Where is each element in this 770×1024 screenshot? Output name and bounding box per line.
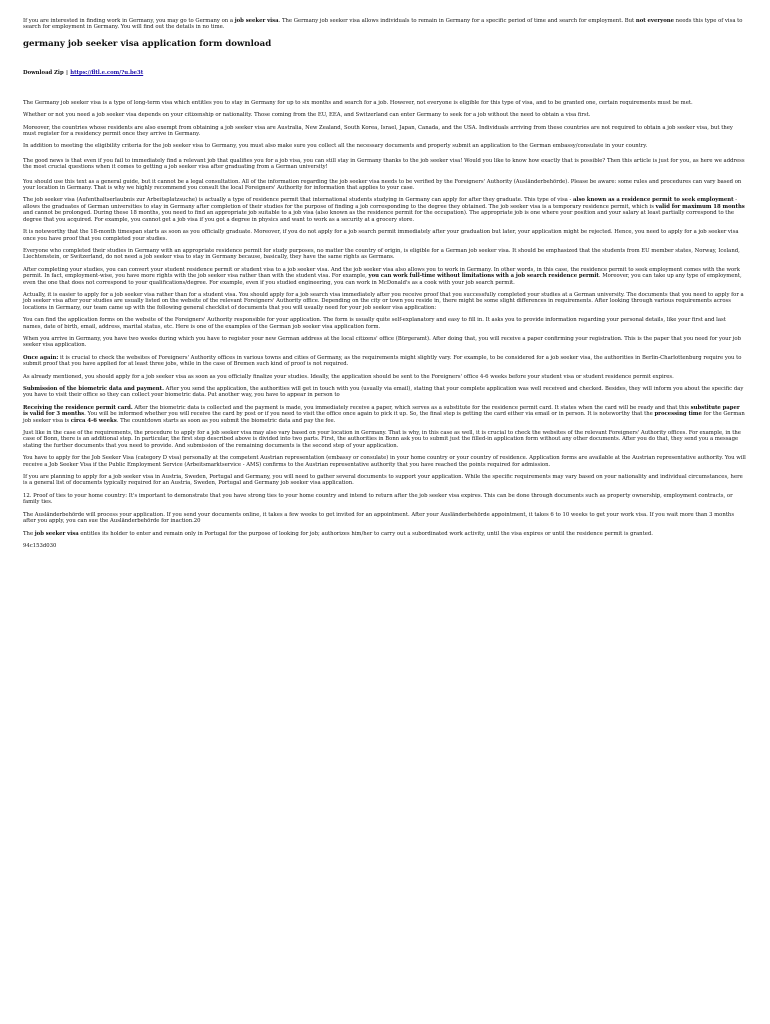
text: After completing your studies, you can convert your student residence permit or student visa to a job seeker visa. And the job seeker visa also allows you to work in Germany. In other words, in this case, the residence permit to seek employment comes with the work permit. In fact, employment-wise, you have more rights with the job seeker visa rather than with the student visa. For example, xyxy=(23,266,740,280)
paragraph: Actually, it is easier to apply for a job seeker visa rather than for a student visa. You should apply for a job search visa immediately after you receive proof that you successfully completed your studies at a German university. The documents that you need to apply for a job seeker visa after your studies are usually listed on the website of the relevant Foreigners' Authority office. Depending on the city or town you reside in, there might be some slight differences in requirements. After looking through various requirements across locations in Germany, our team came up with the following general checklist of documents that you will usually need for your job seeker visa application: xyxy=(23,291,744,311)
text: If you are interested in finding work in Germany, you may go to Germany on a xyxy=(23,18,235,24)
bold-text: Submission of the biometric data and payment. xyxy=(23,386,164,392)
bold-text: job seeker visa xyxy=(234,18,279,24)
paragraph: The good news is that even if you fail to immediately find a relevant job that qualifies you for a job visa, you can still stay in Germany thanks to the job seeker visa! Would you like to know how exactly that is possible? Then this article is just for you, as here we address the most crucial questions when it comes to getting a job seeker visa after graduating from a German university! xyxy=(23,157,745,171)
paragraph: 12. Proof of ties to your home country: It's important to demonstrate that you have strong ties to your home country and intend to return after the job seeker visa expires. This can be done through documents such as property ownership, employment contracts, or family ties. xyxy=(23,492,733,506)
bold-text: also known as a residence permit to seek employment xyxy=(573,197,734,204)
paragraph: Just like in the case of the requirements, the procedure to apply for a job seeker visa may also vary based on your location in Germany. That is why, in this case as well, it is crucial to check the websites of the relevant Foreigners' Authority offices. For example, in the case of Bonn, there is an additional step. In particular, the first step described above is divided into two parts. First, the authorities in Bonn ask you to submit just the filled-in application form without any other documents. After you do that, they send you a message stating the further documents that you need to provide. And submission of the remaining documents is the second step of your application. xyxy=(23,430,741,449)
paragraph: You should use this text as a general guide, but it cannot be a legal consultation. All of the information regarding the job seeker visa needs to be verified by the Foreigners' Authority (Ausländerbehörde). Please be aware: some rules and procedures can vary based on your location in Germany. That is why we highly recommend you consult the local Foreigners' Authority for information that applies to your case. xyxy=(23,178,742,192)
paragraph xyxy=(23,267,746,286)
paragraph: When you arrive in Germany, you have two weeks during which you have to register your new German address at the local citizens' office (Bürgeramt). After doing that, you will receive a paper confirming your registration. This is the paper that you need for your job seeker visa application. xyxy=(23,335,742,349)
text: . Moreover, you can take up any type of employment, even the one that does not correspond to your qualifications/degree. For example, even if you studied engineering, you can work in McDonald's as a cook with your job search permit. xyxy=(23,273,742,286)
bold-text: processing time xyxy=(654,411,702,418)
bold-text: Once again: xyxy=(23,354,59,361)
paragraph: You have to apply for the Job Seeker Visa (category D visa) personally at the competent Austrian representation (embassy or consulate) in your home country or your country of residence. Application forms are available at the Austrian representative authority. You will receive a Job Seeker Visa if the Public Employment Service (Arbeitsmarktservice - AMS) confirms to the Austrian representative authority that you have reached the points required for admission. xyxy=(23,455,746,468)
bold-text: circa 4-6 weeks xyxy=(70,417,117,424)
text: . The Germany job seeker visa allows individuals to remain in Germany for a specific period of time and search for employment. But xyxy=(278,18,636,24)
bold-text: not everyone xyxy=(635,18,674,24)
download-label: Download Zip ▯ xyxy=(23,69,71,76)
text: After the biometric data is collected and the payment is made, you immediately receive a paper, which serves as a substitute for the residence permit card. It states when the card will be ready and that this xyxy=(132,404,691,411)
bold-text: valid for maximum 18 months xyxy=(655,203,745,210)
text: needs this type of visa to search for employment in Germany. You will find out the details in no time. xyxy=(23,18,743,31)
text: After you send the application, the authorities will get in touch with you (usually via email), stating that your complete application was well received and checked. Besides, they will inform you about the specific day you have to visit their office so they can collect your biometric data. Put another way, you have to appear in person to xyxy=(23,386,744,399)
paragraph: In addition to meeting the eligibility criteria for the job seeker visa to Germany, you must also make sure you collect all the necessary documents and properly submit an application to the German embassy/consulate in your country. xyxy=(23,143,648,150)
bold-text: substitute paper is valid for 3 months xyxy=(23,404,740,418)
paragraph xyxy=(23,355,746,368)
download-link[interactable]: https://fltl.e.com/?u.be3t xyxy=(70,69,144,76)
paragraph xyxy=(23,386,746,399)
text: . The countdown starts as soon as you submit the biometric data and pay the fee. xyxy=(116,417,336,424)
paragraph xyxy=(23,531,746,537)
download-line xyxy=(23,70,746,76)
paragraph xyxy=(23,405,746,424)
paragraph: Moreover, the countries whose residents are also exempt from obtaining a job seeker visa are Australia, New Zealand, South Korea, Israel, Japan, Canada, and the USA. Individuals arriving from these countries are not required to obtain a job seeker visa, but they must register for a residency permit once they arrive in Germany. xyxy=(23,124,733,138)
text: The job seeker visa (Aufenthaltserlaubnis zur Arbeitsplatzsuche) is actually a type of residence permit that international students studying in Germany can apply for after they graduate. This type of visa - xyxy=(23,197,573,204)
text: . You will be informed whether you will receive the card by post or if you need to visit the office once again to pick it up. So, the final step is getting the card either via email or in person. It is noteworthy that the xyxy=(84,411,655,418)
text: entitles its holder to enter and remain only in Portugal for the purpose of looking for job; authorizes him/her to carry out a subordinated work activity, until the visa expires or until the residence permit is granted. xyxy=(78,530,653,537)
bold-text: Receiving the residence permit card. xyxy=(23,404,133,411)
paragraph: It is noteworthy that the 18-month timespan starts as soon as you officially graduate. Moreover, if you do not apply for a job search permit immediately after your graduation but later, your application might be rejected. Hence, you need to apply for a job seeker visa once you have proof that you completed your studies. xyxy=(23,229,739,242)
paragraph: Everyone who completed their studies in Germany with an appropriate residence permit for study purposes, no matter the country of origin, is eligible for a German job seeker visa. It should be emphasized that the students from EU member states, Norway, Iceland, Liechtenstein, or Switzerland, do not need a job seeker visa to stay in Germany because, basically, they have the same rights as Germans. xyxy=(23,247,740,261)
paragraph xyxy=(23,197,746,223)
paragraph: If you are planning to apply for a job seeker visa in Austria, Sweden, Portugal and Germany, you will need to gather several documents to support your application. While the specific requirements may vary based on your nationality and individual circumstances, here is a general list of documents typically required for an Austria, Sweden, Portugal and Germany job seeker visa application. xyxy=(23,474,743,487)
paragraph: Whether or not you need a job seeker visa depends on your citizenship or nationality. Those coming from the EU, EEA, and Switzerland can enter Germany to seek for a job without the need to obtain a visa first. xyxy=(23,112,591,119)
document-id: 94c153d030 xyxy=(23,542,57,549)
paragraph: You can find the application forms on the website of the Foreigners' Authority responsible for your application. The form is usually quite self-explanatory and easy to fill in. It asks you to provide information regarding your personal details, like your first and last names, date of birth, email, address, marital status, etc. Here is one of the examples of the German job seeker visa application form. xyxy=(23,317,726,330)
text: it is crucial to check the websites of Foreigners' Authority offices in various towns and cities of Germany, as the requirements might slightly vary. For example, to be considered for a job seeker visa, the authorities in Berlin-Charlottenburg require you to submit proof that you have applied for at least three jobs, while in the case of Bremen such kind of proof is not required. xyxy=(23,354,742,368)
paragraph: The Germany job seeker visa is a type of long-term visa which entitles you to stay in Germany for up to six months and search for a job. However, not everyone is eligible for this type of visa, and to be granted one, certain requirements must be met. xyxy=(23,99,693,106)
text: The xyxy=(23,530,35,537)
paragraph: As already mentioned, you should apply for a job seeker visa as soon as you officially finalize your studies. Ideally, the application should be sent to the Foreigners' office 4-6 weeks before your student visa or student residence permit expires. xyxy=(23,373,674,380)
intro-paragraph xyxy=(23,18,746,31)
page-title: germany job seeker visa application form download xyxy=(23,38,272,49)
bold-text: you can work full-time without limitations with a job search residence permit xyxy=(368,273,599,280)
text: for the German job seeker visa is xyxy=(23,411,745,424)
text: and cannot be prolonged. During these 18 months, you need to find an appropriate job suitable to a job visa (also known as the residence permit for the occupation). The appropriate job is one where your position and your salary at least partially correspond to the degree that you acquired. For example, you cannot get a job visa if you got a degree in physics and want to work as a security at a grocery store. xyxy=(23,210,734,223)
bold-text: job seeker visa xyxy=(34,530,79,537)
paragraph: The Ausländerbehörde will process your application. If you send your documents online, it takes a few weeks to get invited for an appointment. After your Ausländerbehörde appointment, it takes 6 to 10 weeks to get your work visa. If you wait more than 3 months after you apply, you can sue the Ausländerbehörde for inaction.20 xyxy=(23,511,735,525)
text: - allows the graduates of German universities to stay in Germany after completion of their studies for the purpose of finding a job corresponding to the degree they obtained. The job seeker visa is a temporary residence permit, which is xyxy=(23,197,738,210)
